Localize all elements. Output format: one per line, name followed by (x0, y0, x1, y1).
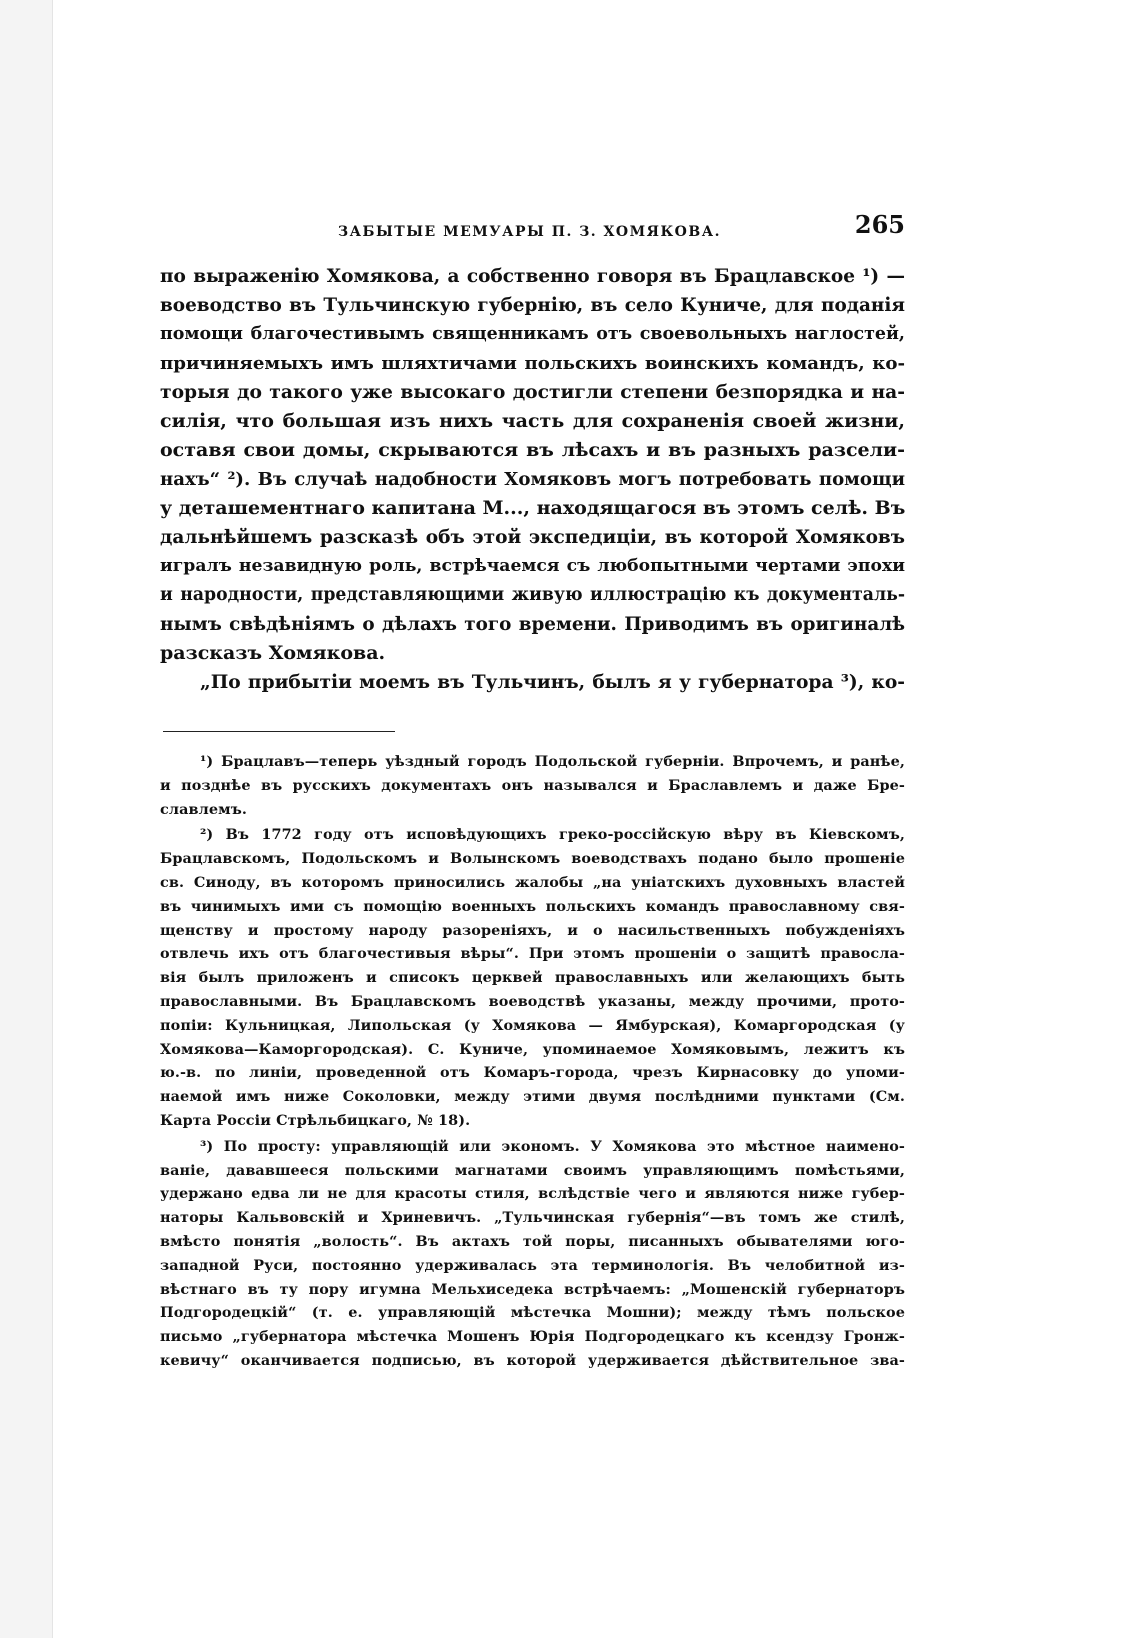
text-line: помощи благочестивымъ священникамъ отъ своевольныхъ наглостей, (160, 324, 905, 344)
footnote-line: въ чинимыхъ ими съ помощію военныхъ польскихъ командъ православному свя- (160, 897, 905, 915)
text-line: дальнѣйшемъ разсказѣ объ этой экспедиціи, въ которой Хомяковъ (160, 527, 905, 548)
footnote-line: попіи: Кульницкая, Липольская (у Хомякова — Ямбурская), Комаргородская (у (160, 1016, 905, 1034)
footnote-line: ¹) Брацлавъ—теперь уѣздный городъ Подольской губерніи. Впрочемъ, и ранѣе, (200, 753, 905, 770)
footnote-line: ваніе, дававшееся польскими магнатами своимъ управляющимъ помѣстьями, (160, 1161, 905, 1179)
footnote-line: Подгородецкій“ (т. е. управляющій мѣстечка Мошни); между тѣмъ польское (160, 1304, 905, 1322)
footnote-line: и позднѣе въ русскихъ документахъ онъ назывался и Браславлемъ и даже Бре- (160, 776, 905, 794)
footnote-line: ю.-в. по линіи, проведенной отъ Комаръ-города, чрезъ Кирнасовку до упоми- (160, 1064, 905, 1082)
footnote-line: славлемъ. (160, 800, 247, 818)
main-text (160, 262, 905, 697)
footnote-line: православными. Въ Брацлавскомъ воеводствѣ указаны, между прочими, прото- (160, 992, 905, 1010)
footnote-divider (163, 731, 395, 732)
footnote-3 (160, 1135, 905, 1373)
page-header (160, 210, 905, 244)
footnote-line: вѣстнаго въ ту пору игумна Мельхиседека встрѣчаемъ: „Мошенскій губернаторъ (160, 1280, 905, 1298)
footnote-line: ³) По просту: управляющій или экономъ. У Хомякова это мѣстное наимено- (200, 1137, 905, 1155)
footnote-line: западной Руси, постоянно удерживалась эта терминологія. Въ челобитной из- (160, 1256, 905, 1274)
footnote-line: отвлечь ихъ отъ благочестивыя вѣры“. При этомъ прошеніи о защитѣ правосла- (160, 945, 905, 963)
footnote-1 (160, 750, 905, 821)
text-line: по выраженію Хомякова, а собственно говоря въ Брацлавское ¹) — (160, 266, 905, 287)
footnote-line: наемой имъ ниже Соколовки, между этими двумя послѣдними пунктами (См. (160, 1088, 905, 1106)
text-line: воеводство въ Тульчинскую губернію, въ село Куниче, для поданія (160, 295, 905, 316)
footnote-line: наторы Кальвовскій и Хриневичъ. „Тульчинская губернія“—въ томъ же стилѣ, (160, 1209, 905, 1227)
text-line: у деташементнаго капитана М..., находящагося въ этомъ селѣ. Въ (160, 497, 906, 519)
text-line: игралъ незавидную роль, встрѣчаемся съ любопытными чертами эпохи (160, 556, 905, 576)
footnote-line: Брацлавскомъ, Подольскомъ и Волынскомъ воеводствахъ подано было прошеніе (160, 850, 905, 868)
footnote-line: кевичу“ оканчивается подписью, въ которой удерживается дѣйствительное зва- (160, 1351, 905, 1369)
text-line: разсказъ Хомякова. (160, 642, 386, 664)
page-number: 265 (854, 210, 905, 239)
text-line: и народности, представляющими живую иллюстрацію къ документаль- (160, 585, 905, 605)
footnote-line: вія былъ приложенъ и списокъ церквей православныхъ или желающихъ быть (160, 969, 905, 987)
running-title: ЗАБЫТЫЕ МЕМУАРЫ П. З. ХОМЯКОВА. (338, 224, 721, 240)
text-line: причиняемыхъ имъ шляхтичами польскихъ воинскихъ командъ, ко- (160, 353, 905, 374)
text-line: оставя свои домы, скрываются въ лѣсахъ и въ разныхъ разсели- (160, 439, 905, 461)
footnote-line: удержано едва ли не для красоты стиля, вслѣдствіе чего и являются ниже губер- (160, 1185, 905, 1203)
footnote-line: письмо „губернатора мѣстечка Мошенъ Юрія Подгородецкаго къ ксендзу Гронж- (160, 1328, 905, 1346)
footnote-line: ²) Въ 1772 году отъ исповѣдующихъ греко-россійскую вѣру въ Кіевскомъ, (200, 826, 905, 844)
footnote-line: Карта Россіи Стрѣльбицкаго, № 18). (160, 1111, 471, 1129)
text-line: нымъ свѣдѣніямъ о дѣлахъ того времени. Приводимъ въ оригиналѣ (160, 614, 905, 635)
footnote-line: Хомякова—Каморгородская). С. Куниче, упоминаемое Хомяковымъ, лежитъ къ (160, 1040, 905, 1058)
text-line: „По прибытіи моемъ въ Тульчинъ, былъ я у губернатора ³), ко- (200, 672, 905, 693)
text-line: нахъ“ ²). Въ случаѣ надобности Хомяковъ могъ потребовать помощи (160, 469, 905, 490)
text-line: силія, что большая изъ нихъ часть для сохраненія своей жизни, (160, 410, 905, 432)
footnote-line: щенству и простому народу разореніяхъ, и о насильственныхъ побужденіяхъ (160, 921, 905, 939)
footnote-line: св. Синоду, въ которомъ приносились жалобы „на уніатскихъ духовныхъ властей (160, 873, 905, 891)
scan-edge (52, 0, 53, 1638)
footnotes (160, 750, 905, 1373)
text-line: торыя до такого уже высокаго достигли степени безпорядка и на- (160, 381, 905, 403)
footnote-line: вмѣсто понятія „волость“. Въ актахъ той поры, писанныхъ обывателями юго- (160, 1232, 905, 1250)
footnote-2 (160, 823, 905, 1132)
